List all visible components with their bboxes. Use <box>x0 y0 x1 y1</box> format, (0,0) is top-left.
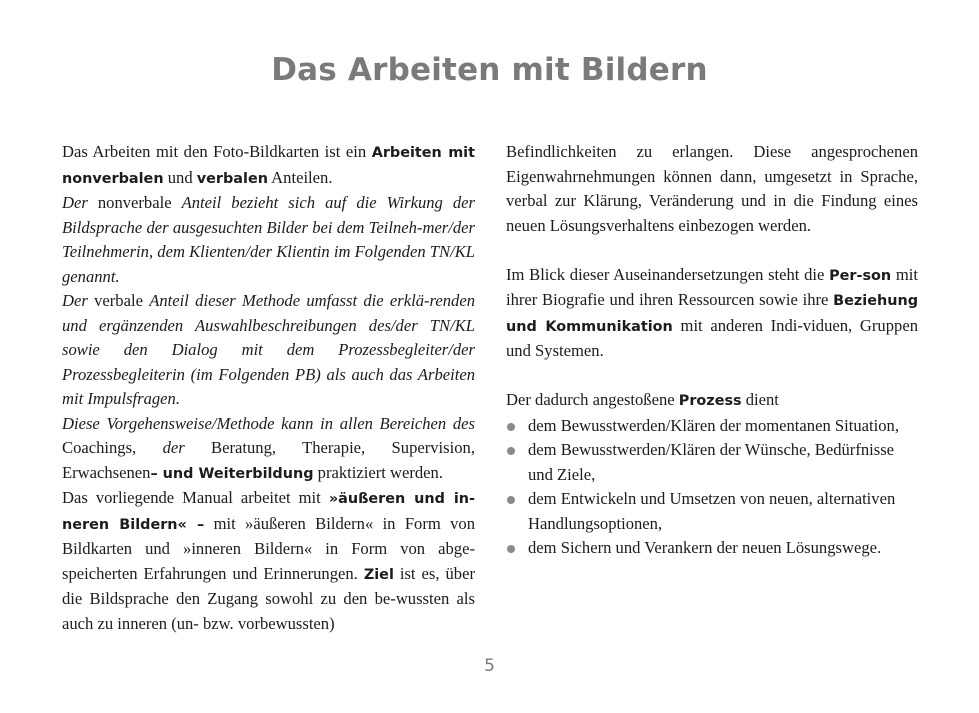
text-run: Das Arbeiten mit den Foto-Bildkarten ist ein <box>62 142 372 161</box>
bullet-item: dem Entwickeln und Umsetzen von neuen, alternativen Handlungsoptionen, <box>506 487 918 536</box>
page-title: Das Arbeiten mit Bildern <box>271 52 708 88</box>
bold-term: »äußeren und in-neren Bildern« – <box>62 491 475 533</box>
left-column <box>62 140 475 636</box>
text-run: dient <box>741 390 779 409</box>
paragraph-continuation: Befindlichkeiten zu erlangen. Diese angesprochenen Eigenwahrnehmungen können dann, umgesetzt in Sprache, verbal zur Klärung, Veränderung und in die Findung eines neuen Lösungsverhaltens einbezogen werden. <box>506 142 918 235</box>
text-run: Beratung, Therapie, Supervision, Erwachsenen <box>62 438 475 482</box>
text-run: Im Blick dieser Auseinandersetzungen steht die <box>506 264 830 284</box>
paragraph-process <box>506 388 918 414</box>
bold-term: Arbeiten mit nonverbalen <box>62 145 475 187</box>
bold-term: Prozess <box>678 393 742 409</box>
text-run: mit »äußeren Bildern« in Form von Bildkarten und »inneren Bildern« in Form von abge-speicherten Erfahrungen und Erinnerungen. <box>62 513 476 583</box>
text-run: mit anderen Indi-viduen, Gruppen und Systemen. <box>506 315 918 360</box>
text-run: und <box>163 167 197 187</box>
bullet-item: dem Sichern und Verankern der neuen Lösungswege. <box>506 536 918 561</box>
bullet-item: dem Bewusstwerden/Klären der Wünsche, Bedürfnisse und Ziele, <box>506 438 918 487</box>
bullet-item: dem Bewusstwerden/Klären der momentanen Situation, <box>506 414 918 439</box>
paragraph-verbal <box>62 289 475 412</box>
text-run: Der <box>62 291 88 310</box>
text-run: mit ihrer Biografie und ihren Ressourcen sowie ihre <box>506 264 918 309</box>
text-run: Anteilen. <box>267 167 333 187</box>
paragraph-gap <box>506 238 918 263</box>
process-bullet-list <box>506 414 918 561</box>
text-run: Anteil bezieht sich auf die Wirkung der Bildsprache der ausgesuchten Bilder bei dem Teilneh-mer/der Teilnehmerin, dem Klienten/der Klientin im Folgenden TN/KL genannt. <box>62 193 476 286</box>
paragraph-areas <box>62 412 475 487</box>
paragraph-gap <box>506 364 918 389</box>
text-run: praktiziert werden. <box>313 462 443 482</box>
paragraph-intro <box>62 140 475 191</box>
bold-term: Per-son <box>829 267 892 284</box>
text-run: Diese Vorgehensweise/Methode kann in allen Bereichen des <box>62 413 475 433</box>
bold-term: verbalen <box>196 170 268 187</box>
text-run: nonverbale <box>87 193 182 212</box>
paragraph-manual <box>62 486 475 636</box>
text-run: Anteil dieser Methode umfasst die erklä-renden und ergänzenden Auswahlbeschreibungen des/der TN/KL sowie den Dialog mit dem Prozessbegleiter/der Prozessbegleiterin (im Folgenden PB) als auch das Arbeiten mit Impulsfragen. <box>62 291 476 408</box>
paragraph-nonverbal <box>62 191 475 289</box>
text-run: ist es, über die Bildsprache den Zugang sowohl zu den be-wussten als auch zu inneren (un- bzw. vorbewussten) <box>62 563 475 633</box>
text-run: verbale <box>87 291 150 310</box>
bold-term: Beziehung und Kommunikation <box>506 293 918 335</box>
text-run: der <box>162 438 185 457</box>
text-run: Der <box>62 193 88 212</box>
text-run: Das vorliegende Manual arbeitet mit <box>62 488 329 507</box>
bold-term: Ziel <box>363 566 394 583</box>
page-number: 5 <box>484 656 495 676</box>
right-column <box>506 140 918 561</box>
bold-term: – und Weiterbildung <box>150 465 314 482</box>
text-run: Der dadurch angestoßene <box>506 390 679 409</box>
paragraph-person <box>506 263 918 364</box>
text-run: Coachings, <box>62 438 163 457</box>
